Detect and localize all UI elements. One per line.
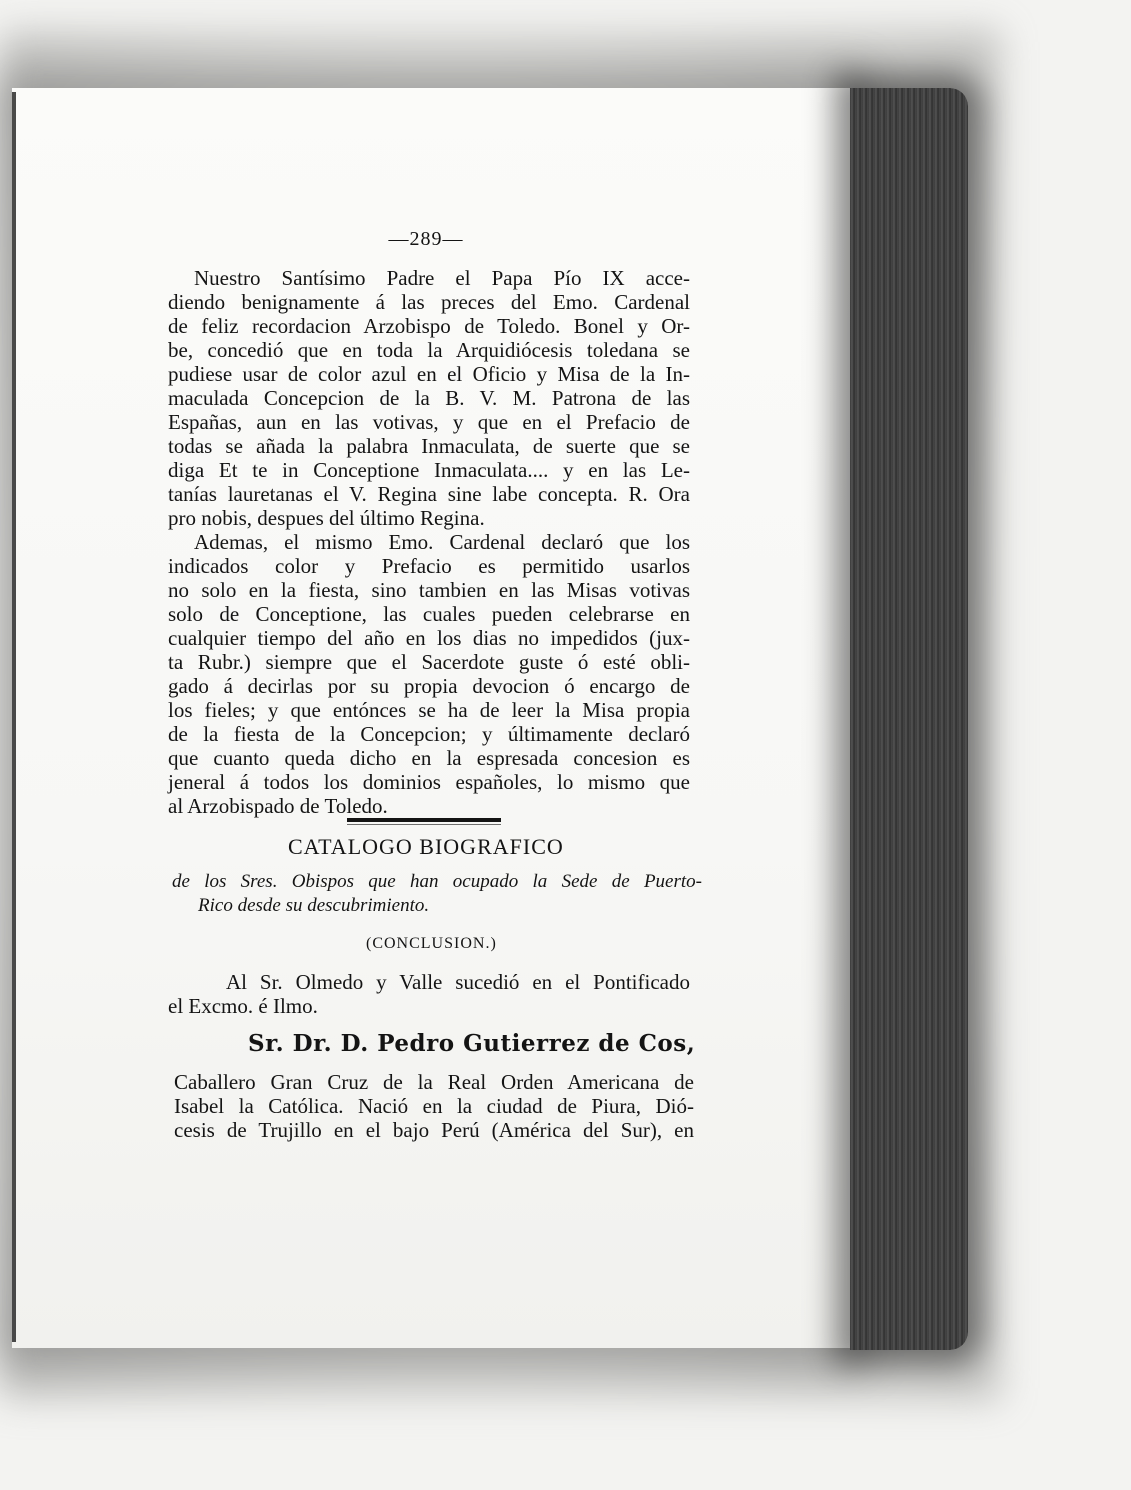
text-line: solo de Conceptione, las cuales pueden celebrarse en — [168, 602, 690, 626]
text-line: al Arzobispado de Toledo. — [168, 794, 388, 818]
section-rule — [347, 818, 501, 822]
section-heading: CATALOGO BIOGRAFICO — [288, 834, 564, 859]
text-line: jeneral á todos los dominios españoles, lo mismo que — [168, 770, 690, 794]
text-line: diendo benignamente á las preces del Emo. Cardenal — [168, 290, 690, 314]
bishop-name-heading: Sr. Dr. D. Pedro Gutierrez de Cos, — [248, 1030, 696, 1057]
text-line: Ademas, el mismo Emo. Cardenal declaró que los — [194, 530, 690, 554]
text-line: no solo en la fiesta, sino tambien en las Misas votivas — [168, 578, 690, 602]
paragraph-1 — [168, 266, 690, 530]
page-number: —289— — [388, 228, 464, 250]
text-line: Nuestro Santísimo Padre el Papa Pío IX acce- — [194, 266, 690, 290]
text-line: tanías lauretanas el V. Regina sine labe concepta. R. Ora — [168, 482, 690, 506]
text-line: pro nobis, despues del último Regina. — [168, 506, 485, 530]
text-line: los fieles; y que entónces se ha de leer la Misa propia — [168, 698, 690, 722]
paragraph-2 — [168, 530, 690, 818]
text-line: ta Rubr.) siempre que el Sacerdote guste ó esté obli- — [168, 650, 690, 674]
text-line: Isabel la Católica. Nació en la ciudad de Piura, Dió- — [174, 1094, 694, 1118]
text-line: de feliz recordacion Arzobispo de Toledo. Bonel y Or- — [168, 314, 690, 338]
text-line: Al Sr. Olmedo y Valle sucedió en el Pontificado — [226, 970, 690, 994]
paragraph-4 — [174, 1070, 694, 1142]
subheading-line: Rico desde su descubrimiento. — [198, 895, 430, 916]
text-line: cesis de Trujillo en el bajo Perú (América del Sur), en — [174, 1118, 694, 1142]
text-line: gado á decirlas por su propia devocion ó encargo de — [168, 674, 690, 698]
text-line: Españas, aun en las votivas, y que en el Prefacio de — [168, 410, 690, 434]
text-line: que cuanto queda dicho en la espresada concesion es — [168, 746, 690, 770]
text-line: de la fiesta de la Concepcion; y últimamente declaró — [168, 722, 690, 746]
text-line: todas se añada la palabra Inmaculata, de suerte que se — [168, 434, 690, 458]
text-line: el Excmo. é Ilmo. — [168, 994, 318, 1018]
text-line: pudiese usar de color azul en el Oficio y Misa de la In- — [168, 362, 690, 386]
book-fore-edge — [850, 88, 968, 1350]
text-line: diga Et te in Conceptione Inmaculata.... y en las Le- — [168, 458, 690, 482]
text-line: maculada Concepcion de la B. V. M. Patrona de las — [168, 386, 690, 410]
text-line: cualquier tiempo del año en los dias no impedidos (jux- — [168, 626, 690, 650]
conclusion-label: (CONCLUSION.) — [366, 935, 497, 952]
subheading-line: de los Sres. Obispos que han ocupado la Sede de Puerto- — [172, 871, 702, 892]
page-left-edge — [12, 92, 16, 1342]
paragraph-3 — [168, 970, 690, 1018]
section-rule-thin — [347, 824, 501, 825]
text-line: Caballero Gran Cruz de la Real Orden Americana de — [174, 1070, 694, 1094]
text-line: be, concedió que en toda la Arquidiócesis toledana se — [168, 338, 690, 362]
text-line: indicados color y Prefacio es permitido usarlos — [168, 554, 690, 578]
section-subheading — [172, 870, 702, 918]
